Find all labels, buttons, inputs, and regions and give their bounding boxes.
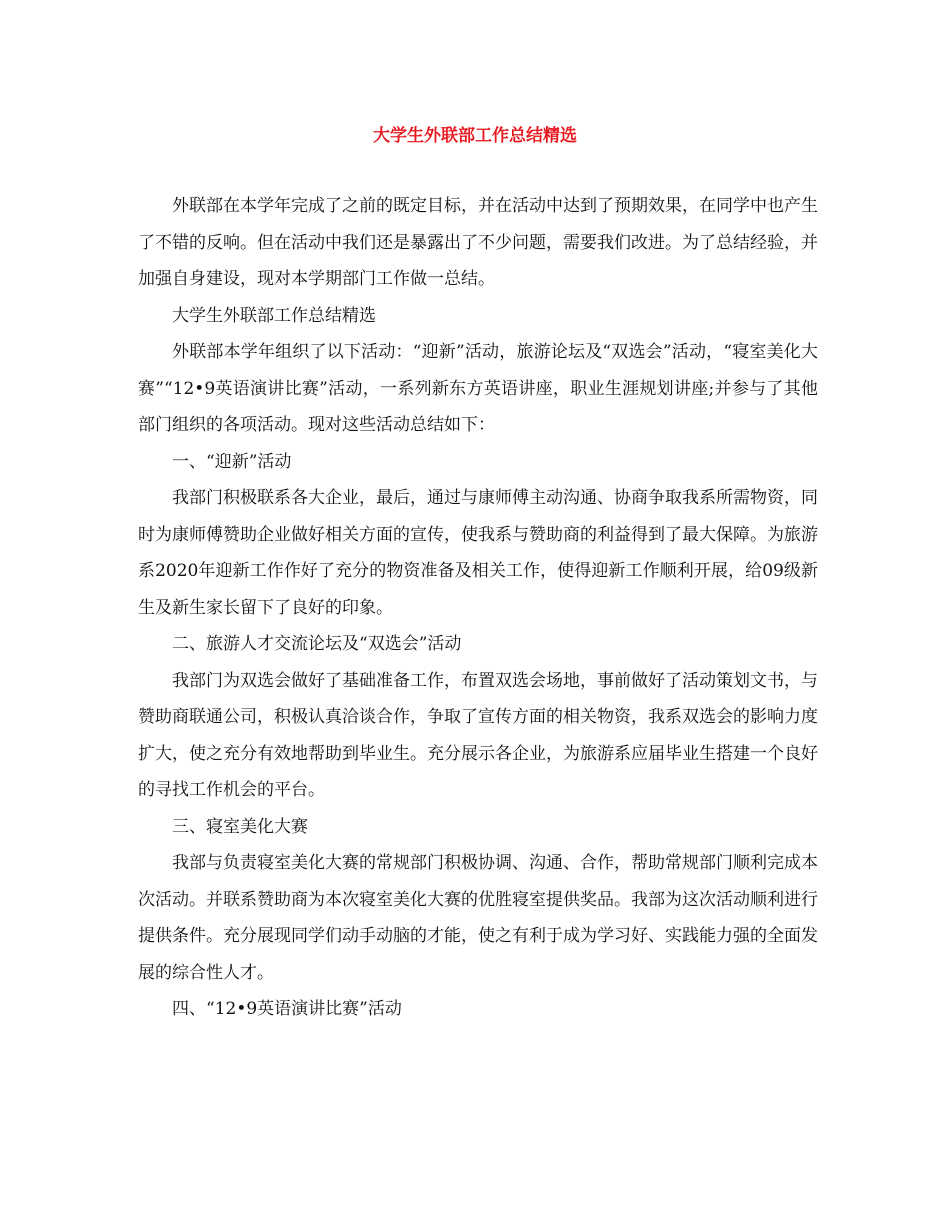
paragraph-subtitle: 大学生外联部工作总结精选 <box>172 305 376 326</box>
section-heading-1: 一、“迎新”活动 <box>172 451 292 472</box>
section-heading-3: 三、寝室美化大赛 <box>172 816 308 837</box>
paragraph-intro: 外联部在本学年完成了之前的既定目标，并在活动中达到了预期效果，在同学中也产生了不错的反响。但在活动中我们还是暴露出了不少问题，需要我们改进。为了总结经验，并加强自身建设，现对本学期部门工作做一总结。 <box>138 196 818 289</box>
paragraph-section-1: 我部门积极联系各大企业，最后，通过与康师傅主动沟通、协商争取我系所需物资，同时为康师傅赞助企业做好相关方面的宣传，使我系与赞助商的利益得到了最大保障。为旅游系2020年迎新工作作好了充分的物资准备及相关工作，使得迎新工作顺利开展，给09级新生及新生家长留下了良好的印象。 <box>138 488 818 618</box>
paragraph-section-3: 我部与负责寝室美化大赛的常规部门积极协调、沟通、合作，帮助常规部门顺利完成本次活动。并联系赞助商为本次寝室美化大赛的优胜寝室提供奖品。我部为这次活动顺利进行提供条件。充分展现同学们动手动脑的才能，使之有利于成为学习好、实践能力强的全面发展的综合性人才。 <box>138 853 818 983</box>
section-heading-4: 四、“12•9英语演讲比赛”活动 <box>172 999 402 1019</box>
section-heading-2: 二、旅游人才交流论坛及“双选会”活动 <box>172 634 462 654</box>
paragraph-section-2: 我部门为双选会做好了基础准备工作，布置双选会场地，事前做好了活动策划文书，与赞助商联通公司，积极认真洽谈合作，争取了宣传方面的相关物资，我系双选会的影响力度扩大，使之充分有效地帮助到毕业生。充分展示各企业，为旅游系应届毕业生搭建一个良好的寻找工作机会的平台。 <box>138 670 818 800</box>
document-body <box>138 188 818 1028</box>
document-title: 大学生外联部工作总结精选 <box>373 126 577 146</box>
paragraph-activities-overview: 外联部本学年组织了以下活动：“迎新”活动，旅游论坛及“双选会”活动，“寝室美化大赛”“12•9英语演讲比赛”活动，一系列新东方英语讲座，职业生涯规划讲座;并参与了其他部门组织的各项活动。现对这些活动总结如下： <box>138 342 818 435</box>
